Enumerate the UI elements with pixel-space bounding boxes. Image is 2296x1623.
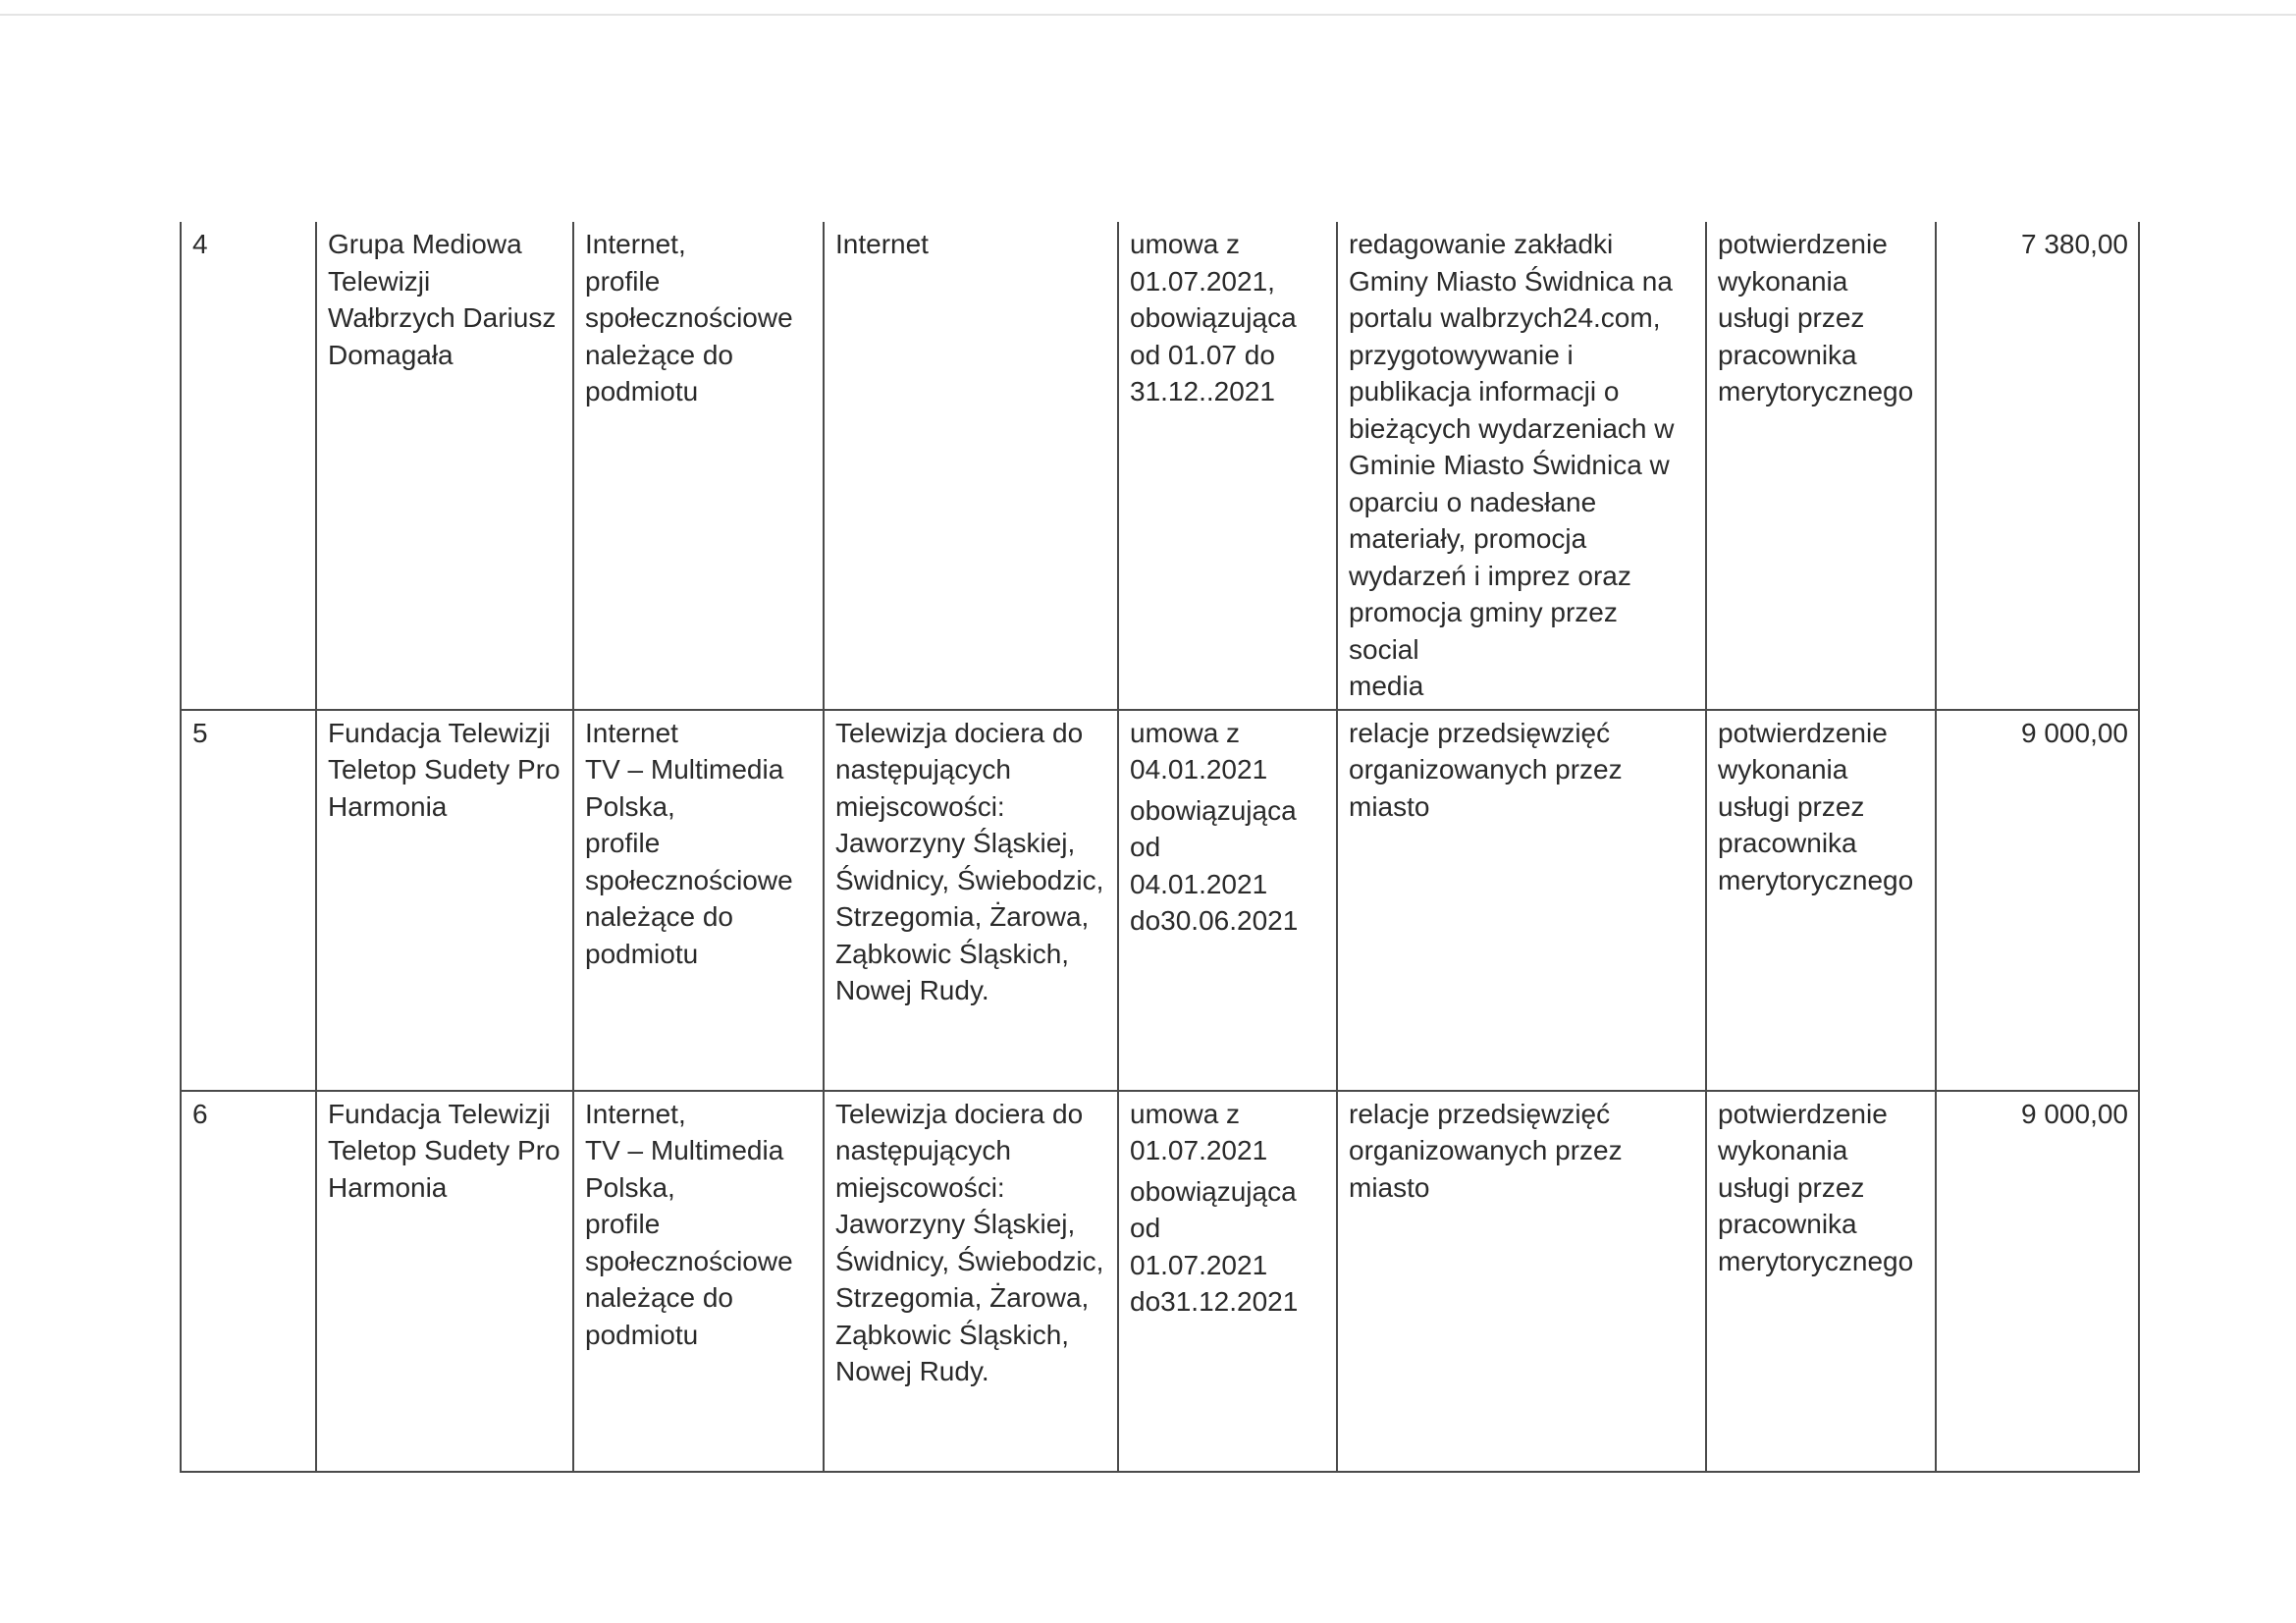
contractor-name-line: Harmonia <box>328 790 448 822</box>
scope-line: portalu walbrzych24.com, <box>1349 302 1661 333</box>
scope-line: Gminy Miasto Świdnica na <box>1349 265 1673 297</box>
media-type-line: należące do <box>585 339 734 370</box>
reach-line: miejscowości: <box>835 1171 1005 1203</box>
contract-line: obowiązująca <box>1130 302 1297 333</box>
contractor-name-line: Fundacja Telewizji <box>328 1098 551 1129</box>
scope-line: relacje przedsięwzięć <box>1349 717 1611 748</box>
scope-line: miasto <box>1349 1171 1430 1203</box>
contract-line: 31.12..2021 <box>1130 376 1275 406</box>
reach-line: Świdnicy, Świebodzic, <box>835 1245 1104 1276</box>
contract-line: obowiązująca <box>1130 794 1297 826</box>
scope-line: organizowanych przez <box>1349 754 1623 784</box>
confirmation-line: merytorycznego <box>1718 1245 1914 1276</box>
confirmation-line: usługi przez <box>1718 790 1865 822</box>
scope-line: redagowanie zakładki <box>1349 229 1614 259</box>
media-type-line: profile <box>585 265 661 297</box>
contractor-name-line: Fundacja Telewizji <box>328 717 551 748</box>
reach-line: Ząbkowic Śląskich, <box>835 938 1070 969</box>
media-type-line: profile <box>585 828 661 858</box>
confirmation-cell <box>1706 1091 1936 1472</box>
contractor-name-line: Telewizji <box>328 265 431 297</box>
confirmation-line: wykonania <box>1718 754 1848 784</box>
contractor-name-cell <box>316 710 573 1091</box>
reach-cell <box>824 1091 1118 1472</box>
confirmation-line: usługi przez <box>1718 1171 1865 1203</box>
page-top-rule <box>0 14 2296 16</box>
contractor-name-line: Grupa Mediowa <box>328 229 522 259</box>
scope-line: bieżących wydarzeniach w <box>1349 412 1675 444</box>
reach-line: Strzegomia, Żarowa, <box>835 1282 1090 1313</box>
confirmation-line: wykonania <box>1718 1135 1848 1165</box>
confirmation-line: merytorycznego <box>1718 864 1914 895</box>
contract-line: 01.07.2021, <box>1130 265 1275 297</box>
contract-cell <box>1118 222 1337 710</box>
reach-cell <box>824 222 1118 710</box>
reach-line: miejscowości: <box>835 790 1005 822</box>
confirmation-line: pracownika <box>1718 828 1857 858</box>
confirmation-line: wykonania <box>1718 265 1848 297</box>
scope-line: promocja gminy przez social <box>1349 597 1618 665</box>
media-type-line: Internet <box>585 717 678 748</box>
media-type-line: TV – Multimedia <box>585 754 784 784</box>
reach-line: Nowej Rudy. <box>835 975 989 1005</box>
confirmation-line: pracownika <box>1718 339 1857 370</box>
scope-line: relacje przedsięwzięć <box>1349 1098 1611 1129</box>
media-type-cell <box>573 1091 824 1472</box>
scope-line: Gminie Miasto Świdnica w <box>1349 450 1670 480</box>
row-number: 4 <box>192 229 208 259</box>
contract-line: 04.01.2021 <box>1130 868 1268 899</box>
contract-line: do31.12.2021 <box>1130 1286 1299 1317</box>
contract-line: umowa z <box>1130 717 1241 748</box>
reach-line: następujących <box>835 1135 1012 1165</box>
contract-line: obowiązująca <box>1130 1175 1297 1207</box>
contract-cell <box>1118 1091 1337 1472</box>
contractor-name-line: Teletop Sudety Pro <box>328 1135 561 1165</box>
row-number-cell <box>181 710 316 1091</box>
amount-value: 7 380,00 <box>2021 229 2128 259</box>
table-row <box>181 710 2139 1091</box>
scope-cell <box>1337 222 1706 710</box>
media-type-line: profile <box>585 1209 661 1239</box>
media-type-line: Internet, <box>585 229 686 259</box>
media-type-line: podmiotu <box>585 938 699 969</box>
media-type-cell <box>573 710 824 1091</box>
row-number: 5 <box>192 717 208 748</box>
reach-line: Ząbkowic Śląskich, <box>835 1319 1070 1350</box>
confirmation-line: pracownika <box>1718 1209 1857 1239</box>
media-type-line: społecznościowe <box>585 1245 793 1276</box>
media-type-line: społecznościowe <box>585 302 793 333</box>
row-number-cell <box>181 222 316 710</box>
amount-value: 9 000,00 <box>2021 1098 2128 1129</box>
contract-line: od 01.07 do <box>1130 339 1275 370</box>
scope-line: publikacja informacji o <box>1349 376 1620 406</box>
media-type-line: Polska, <box>585 790 675 822</box>
reach-line: Telewizja dociera do <box>835 1098 1084 1129</box>
contractor-name-line: Domagała <box>328 339 454 370</box>
confirmation-line: potwierdzenie <box>1718 229 1888 259</box>
confirmation-line: merytorycznego <box>1718 376 1914 406</box>
contract-line: do30.06.2021 <box>1130 905 1299 936</box>
media-type-line: społecznościowe <box>585 864 793 895</box>
reach-line: Nowej Rudy. <box>835 1356 989 1386</box>
contractor-name-line: Harmonia <box>328 1171 448 1203</box>
contract-cell <box>1118 710 1337 1091</box>
amount-cell <box>1936 1091 2139 1472</box>
confirmation-cell <box>1706 222 1936 710</box>
contract-line: 04.01.2021 <box>1130 754 1268 784</box>
contract-line: od <box>1130 832 1161 862</box>
reach-line: Jaworzyny Śląskiej, <box>835 1209 1076 1239</box>
contractor-name-cell <box>316 1091 573 1472</box>
row-number: 6 <box>192 1098 208 1129</box>
media-type-line: Polska, <box>585 1171 675 1203</box>
amount-value: 9 000,00 <box>2021 717 2128 748</box>
contract-line: umowa z <box>1130 229 1241 259</box>
contractor-name-line: Teletop Sudety Pro <box>328 754 561 784</box>
scope-line: oparciu o nadesłane <box>1349 486 1597 517</box>
scope-cell <box>1337 1091 1706 1472</box>
contract-line: umowa z <box>1130 1098 1241 1129</box>
media-type-line: należące do <box>585 1282 734 1313</box>
confirmation-cell <box>1706 710 1936 1091</box>
confirmation-line: potwierdzenie <box>1718 1098 1888 1129</box>
media-contracts-table <box>180 222 2140 1473</box>
media-type-line: podmiotu <box>585 1319 699 1350</box>
media-type-line: podmiotu <box>585 376 699 406</box>
media-type-cell <box>573 222 824 710</box>
reach-line: Telewizja dociera do <box>835 717 1084 748</box>
media-type-line: Internet, <box>585 1098 686 1129</box>
reach-line: Świdnicy, Świebodzic, <box>835 864 1104 895</box>
reach-line: następujących <box>835 754 1012 784</box>
reach-line: Internet <box>835 229 929 259</box>
contract-line: od <box>1130 1213 1161 1243</box>
scope-line: wydarzeń i imprez oraz <box>1349 560 1631 591</box>
confirmation-line: potwierdzenie <box>1718 717 1888 748</box>
reach-line: Strzegomia, Żarowa, <box>835 901 1090 932</box>
scope-line: media <box>1349 671 1424 701</box>
amount-cell <box>1936 222 2139 710</box>
media-type-line: należące do <box>585 901 734 932</box>
reach-cell <box>824 710 1118 1091</box>
contractor-name-cell <box>316 222 573 710</box>
scope-cell <box>1337 710 1706 1091</box>
scope-line: przygotowywanie i <box>1349 339 1574 370</box>
amount-cell <box>1936 710 2139 1091</box>
contract-line: 01.07.2021 <box>1130 1249 1268 1280</box>
table-row <box>181 1091 2139 1472</box>
media-type-line: TV – Multimedia <box>585 1135 784 1165</box>
scope-line: materiały, promocja <box>1349 523 1587 554</box>
row-number-cell <box>181 1091 316 1472</box>
scope-line: organizowanych przez <box>1349 1135 1623 1165</box>
contract-line: 01.07.2021 <box>1130 1135 1268 1165</box>
confirmation-line: usługi przez <box>1718 302 1865 333</box>
scope-line: miasto <box>1349 790 1430 822</box>
reach-line: Jaworzyny Śląskiej, <box>835 828 1076 858</box>
contractor-name-line: Wałbrzych Dariusz <box>328 302 557 333</box>
table-row <box>181 222 2139 710</box>
